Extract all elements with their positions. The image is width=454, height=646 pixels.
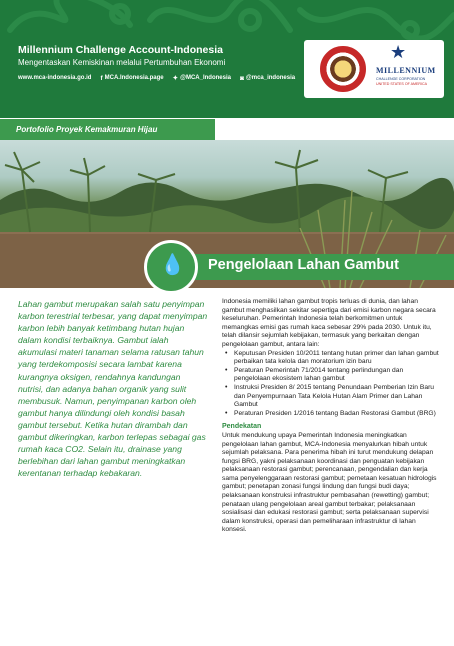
mcc-logo-name: MILLENNIUM <box>376 66 436 75</box>
title-bar <box>172 254 454 280</box>
twitter-icon: ✦ <box>172 75 179 82</box>
right-intro: Indonesia memiliki lahan gambut tropis terluas di dunia, dan lahan gambut menghasilkan sekitar sepertiga dari emisi karbon negara secara keseluruhan. Pemerintah Indonesia telah berkomitmen untuk memangkas emisi gas rumah kaca sebesar 29% pada 2030. Untuk itu, telah dilansir sejumlah kebijakan, termasuk yang berkaitan dengan pengelolaan gambut, antara lain: <box>222 298 436 348</box>
facebook-link[interactable] <box>100 75 163 82</box>
list-item: • Instruksi Presiden 8/ 2015 tentang Penundaan Pemberian Izin Baru dan Penyempurnaan Tata Kelola Hutan Alam Primer dan Lahan Gambut <box>222 384 440 410</box>
header-banner <box>0 0 454 118</box>
section-text: Untuk mendukung upaya Pemerintah Indonesia meningkatkan pengelolaan lahan gambut, MCA-Indonesia menyalurkan hibah untuk sejumlah pelaksana. Para penerima hibah ini turut mendukung delapan fungsi BRG, yakni pelaksanaan koordinasi dan penguatan kebijakan pelaksanaan restorasi gambut; perencanaan, pengendalian dan kerja sama penyelenggaraan restorasi gambut; pemetaan kesatuan hidrologis gambut; penetapan zonasi fungsi lindung dan fungsi budi daya; pelaksanaan konstruksi infrastruktur pembasahan (rewetting) gambut; penataan ulang pengelolaan areal gambut terbakar; pelaksanaan sosialisasi dan edukasi restorasi gambut; serta pelaksanaan supervisi dalam konstruksi, operasi dan pemeliharaan infrastruktur di lahan konsesi. <box>222 431 437 534</box>
water-drops-badge <box>144 240 198 294</box>
water-drop-icon: 💧 <box>160 254 185 276</box>
mcc-star-logo: ★ <box>390 42 407 62</box>
org-name: Millennium Challenge Account-Indonesia <box>18 44 223 56</box>
partner-logos <box>304 40 444 98</box>
instagram-link[interactable] <box>240 75 295 82</box>
instagram-label: @mca_indonesia <box>245 75 296 81</box>
twitter-label: @MCA_Indonesia <box>180 75 231 81</box>
intro-paragraph: Lahan gambut merupakan salah satu penyimpan karbon terestrial terbesar, yang dapat menyimpan karbon lebih banyak ketimbang hutan hujan dalam kondisi terbaiknya. Gambut ialah akumulasi materi tanaman selama ratusan tahun yang terdekomposisi secara lambat karena kurangnya oksigen, rendahnya kandungan nutrisi, dan adanya bahan organik yang sulit membusuk. Namun, penyimpanan karbon oleh gambut hanya dilindungi oleh kondisi basah gambut tersebut. Ketika hutan dirambah dan gambut dikeringkan, karbon terlepas sebagai gas rumah kaca CO2. Selain itu, drainase yang berlebihan dari lahan gambut meningkatkan kerentanan terhadap kebakaran. <box>18 299 208 479</box>
org-tagline: Mengentaskan Kemiskinan melalui Pertumbuhan Ekonomi <box>18 58 226 67</box>
facebook-label: MCA.Indonesia.page <box>104 75 164 81</box>
mcc-logo-sub: CHALLENGE CORPORATION <box>376 77 426 81</box>
right-column <box>222 298 440 535</box>
policy-list <box>222 350 440 419</box>
mcc-logo-country: UNITED STATES OF AMERICA <box>376 82 427 86</box>
list-item: • Peraturan Presiden 1/2016 tentang Badan Restorasi Gambut (BRG) <box>222 410 440 419</box>
twitter-link[interactable] <box>173 74 231 82</box>
list-item: • Keputusan Presiden 10/2011 tentang hutan primer dan lahan gambut perbaikan tata kelola dan moratorium izin baru <box>222 350 440 367</box>
website-label: www.mca-indonesia.go.id <box>18 75 92 81</box>
indonesia-seal-logo <box>320 46 366 92</box>
instagram-icon: ◙ <box>239 74 244 82</box>
portfolio-label-bar <box>0 118 215 140</box>
website-link[interactable] <box>18 75 91 81</box>
portfolio-label: Portofolio Proyek Kemakmuran Hijau <box>16 125 158 134</box>
facebook-icon: f <box>100 74 103 82</box>
page-title: Pengelolaan Lahan Gambut <box>208 257 399 273</box>
list-item: • Peraturan Pemerintah 71/2014 tentang perlindungan dan pengelolaan ekosistem lahan gambut <box>222 367 440 384</box>
section-title: Pendekatan <box>222 423 262 431</box>
social-links <box>18 74 295 82</box>
